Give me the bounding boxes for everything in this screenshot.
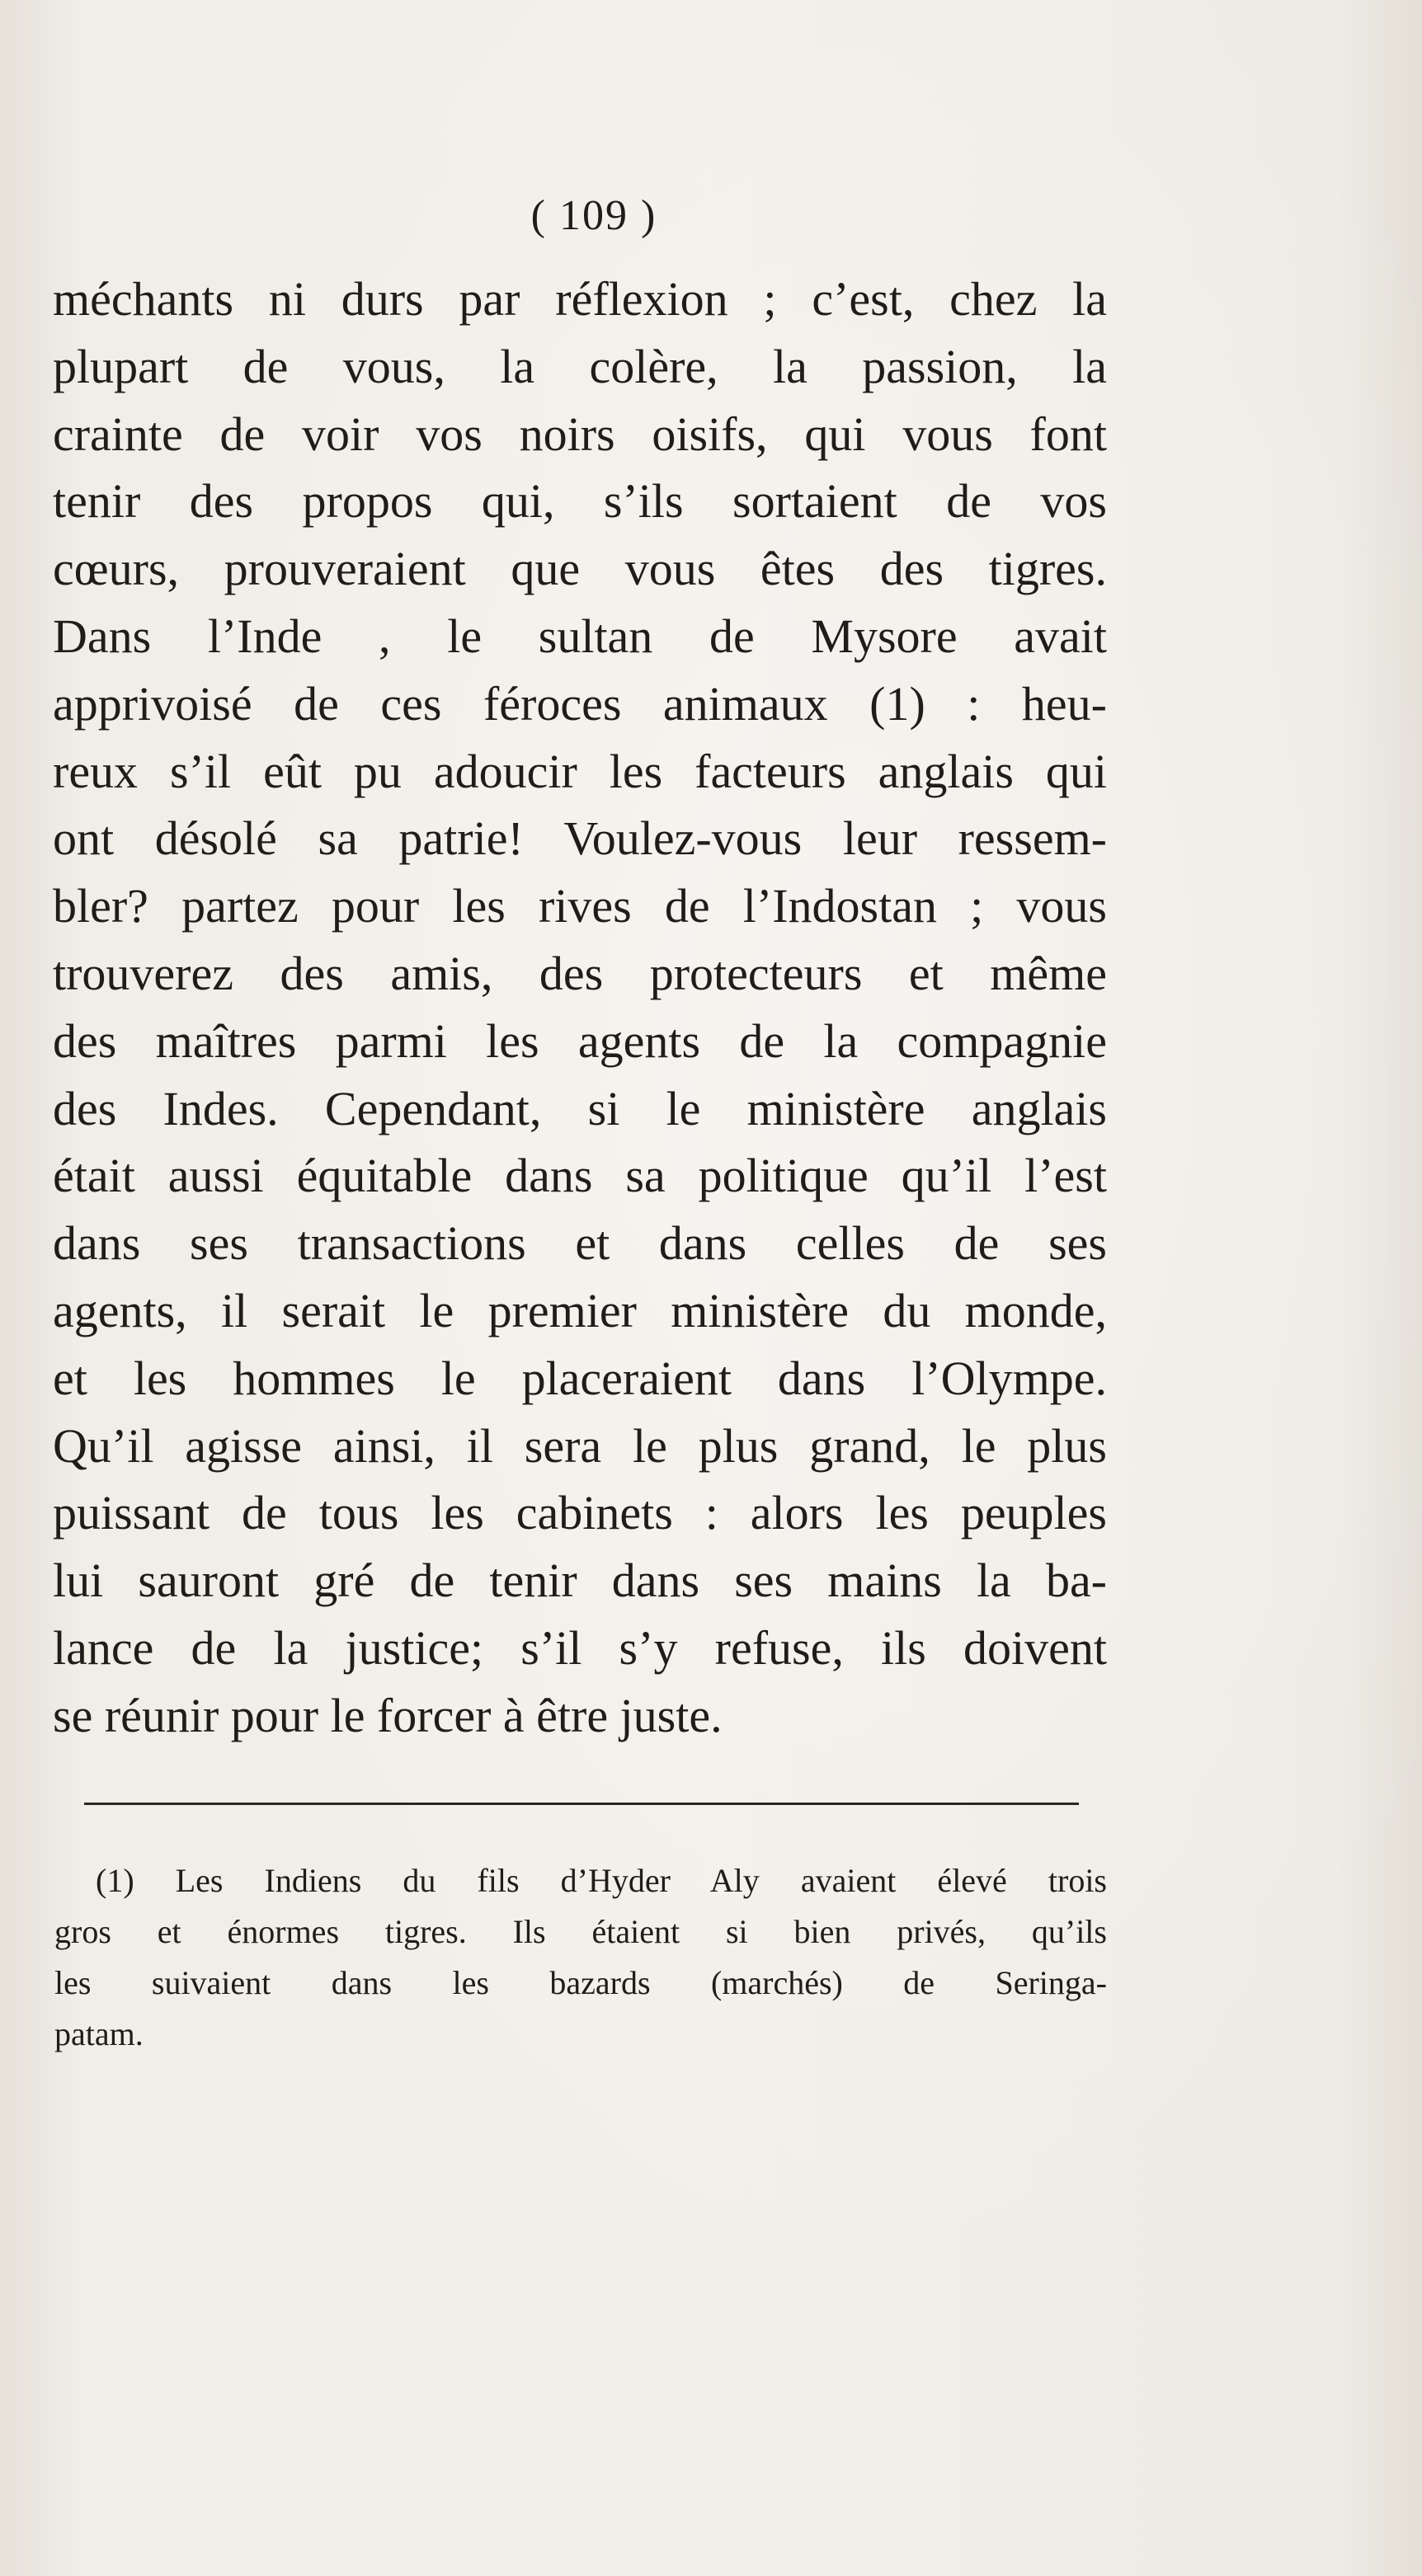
body-line: apprivoisé de ces féroces animaux (1) : heu- <box>53 676 1107 731</box>
body-line: bler? partez pour les rives de l’Indostan ; vous <box>53 879 1107 933</box>
footnote-line-last: patam. <box>54 2015 144 2052</box>
page-number: ( 109 ) <box>530 192 657 239</box>
body-line: trouverez des amis, des protecteurs et même <box>53 946 1107 1000</box>
body-line: ont désolé sa patrie! Voulez-vous leur ressem- <box>53 811 1107 866</box>
body-line: agents, il serait le premier ministère du monde, <box>53 1283 1107 1337</box>
footnote-line-text: Les Indiens du fils d’Hyder Aly avaient élevé trois <box>175 1862 1108 1899</box>
body-line-last: se réunir pour le forcer à être juste. <box>53 1688 723 1742</box>
body-line: des maîtres parmi les agents de la compagnie <box>53 1013 1107 1068</box>
footnote <box>54 1855 1107 2060</box>
footnote-separator-rule <box>84 1803 1079 1805</box>
footnote-line: gros et énormes tigres. Ils étaient si bien privés, qu’ils <box>54 1913 1107 1950</box>
body-line: crainte de voir vos noirs oisifs, qui vous font <box>53 407 1107 461</box>
body-line: Dans l’Inde , le sultan de Mysore avait <box>53 609 1107 663</box>
body-line: était aussi équitable dans sa politique qu’il l’est <box>53 1149 1107 1203</box>
body-line: dans ses transactions et dans celles de ses <box>53 1216 1107 1271</box>
body-text <box>53 266 1107 1750</box>
body-line: lui sauront gré de tenir dans ses mains la ba- <box>53 1554 1107 1608</box>
body-line: lance de la justice; s’il s’y refuse, ils doivent <box>53 1620 1107 1675</box>
body-line: des Indes. Cependant, si le ministère anglais <box>53 1081 1107 1135</box>
body-line: et les hommes le placeraient dans l’Olympe. <box>53 1351 1107 1405</box>
body-line: plupart de vous, la colère, la passion, la <box>53 339 1107 393</box>
body-line: méchants ni durs par réflexion ; c’est, chez la <box>53 272 1107 326</box>
body-line: cœurs, prouveraient que vous êtes des tigres. <box>53 542 1107 596</box>
body-line: tenir des propos qui, s’ils sortaient de vos <box>53 474 1107 529</box>
body-line: puissant de tous les cabinets : alors les peuples <box>53 1486 1107 1540</box>
footnote-line: les suivaient dans les bazards (marchés) de Seringa- <box>54 1964 1107 2001</box>
body-line: reux s’il eût pu adoucir les facteurs anglais qui <box>53 744 1107 798</box>
footnote-line <box>54 1855 1107 1906</box>
footnote-marker: (1) <box>96 1862 134 1899</box>
body-line: Qu’il agisse ainsi, il sera le plus grand, le plus <box>53 1418 1107 1473</box>
